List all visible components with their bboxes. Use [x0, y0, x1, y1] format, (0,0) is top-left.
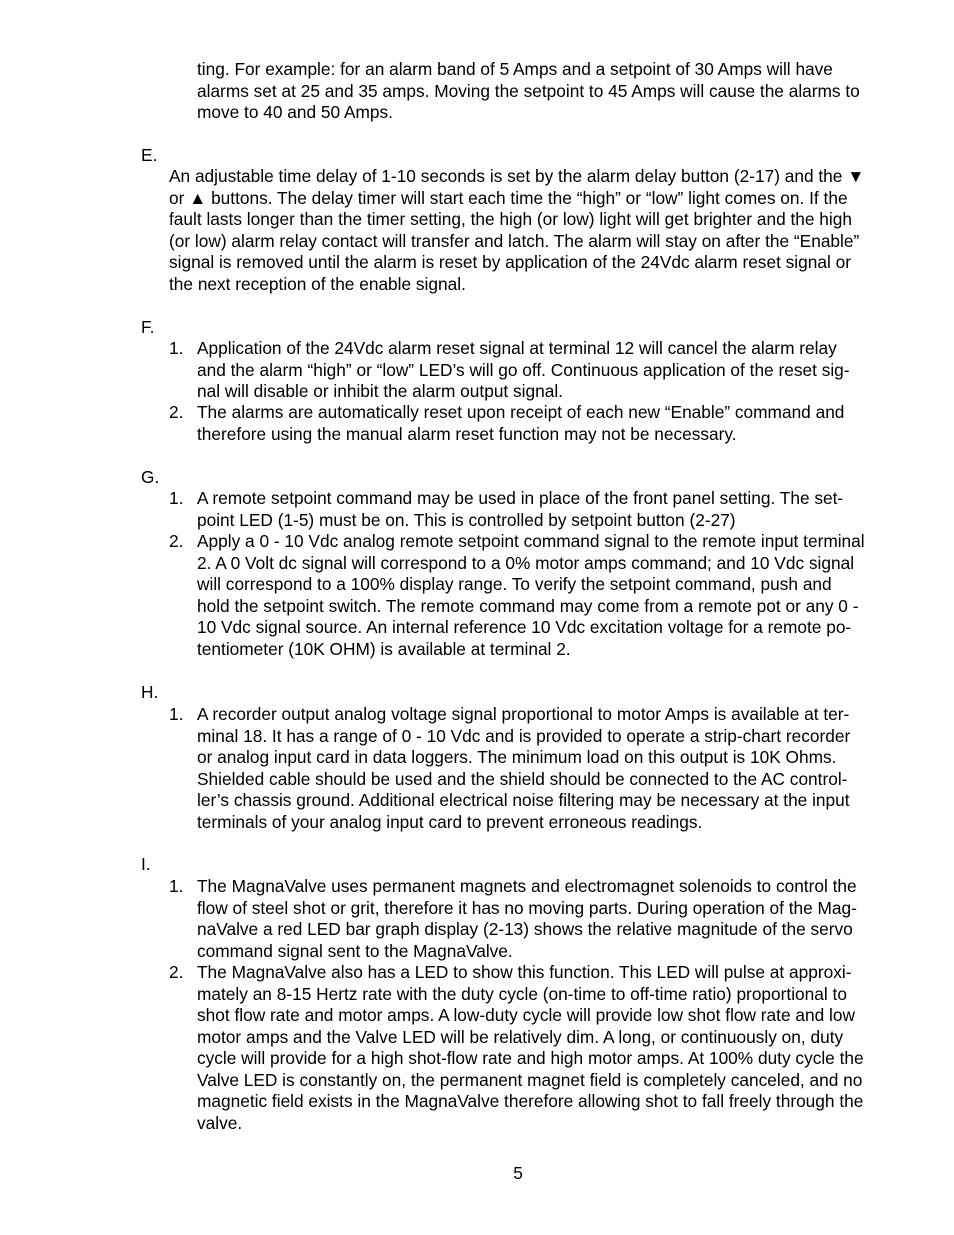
text-line: terminals of your analog input card to prevent erroneous readings. — [197, 811, 703, 832]
text-line: ler’s chassis ground. Additional electrical noise filtering may be necessary at the input — [197, 790, 850, 810]
text-line: signal is removed until the alarm is reset by application of the 24Vdc alarm reset signal or — [169, 252, 851, 272]
text-line: and the alarm “high” or “low” LED’s will go off. Continuous application of the reset sig- — [197, 359, 850, 380]
list-item-text — [197, 338, 850, 403]
text-line: the next reception of the enable signal. — [169, 273, 466, 294]
text-line: 2. A 0 Volt dc signal will correspond to a 0% motor amps command; and 10 Vdc signal — [197, 552, 855, 573]
text-line: magnetic field exists in the MagnaValve therefore allowing shot to fall freely through the — [197, 1091, 864, 1111]
text-line: motor amps and the Valve LED will be relatively dim. A long, or continuously on, duty — [197, 1026, 844, 1047]
list-item-text — [197, 704, 850, 833]
text-line: tentiometer (10K OHM) is available at terminal 2. — [197, 638, 571, 659]
section-f-heading: F. — [141, 317, 155, 337]
text-line: ting. For example: for an alarm band of 5 Amps and a setpoint of 30 Amps will have — [197, 59, 833, 79]
text-line: flow of steel shot or grit, therefore it has no moving parts. During operation of the Mag- — [197, 897, 857, 918]
text-line: move to 40 and 50 Amps. — [197, 102, 393, 122]
text-line: cycle will provide for a high shot-flow rate and high motor amps. At 100% duty cycle the — [197, 1048, 864, 1068]
text-line: Apply a 0 - 10 Vdc analog remote setpoint command signal to the remote input terminal — [197, 531, 865, 551]
text-line: The alarms are automatically reset upon receipt of each new “Enable” command and — [197, 402, 845, 422]
text-line: The MagnaValve uses permanent magnets and electromagnet solenoids to control the — [197, 876, 857, 896]
intro-paragraph — [197, 59, 860, 124]
text-line: The MagnaValve also has a LED to show this function. This LED will pulse at approxi- — [197, 962, 852, 982]
section-e-heading: E. — [141, 145, 158, 165]
text-line: An adjustable time delay of 1-10 seconds is set by the alarm delay button (2-17) and the ▼ — [169, 166, 865, 186]
text-line: alarms set at 25 and 35 amps. Moving the setpoint to 45 Amps will cause the alarms to — [197, 80, 860, 101]
list-item-number: 1. — [169, 488, 184, 508]
text-line: minal 18. It has a range of 0 - 10 Vdc and is provided to operate a strip-chart recorder — [197, 725, 851, 746]
text-line: valve. — [197, 1112, 243, 1133]
list-item-number: 2. — [169, 962, 184, 982]
page-number: 5 — [513, 1163, 523, 1183]
list-item-text — [197, 488, 843, 531]
list-item-text — [197, 531, 865, 660]
section-g-heading: G. — [141, 467, 160, 487]
text-line: A recorder output analog voltage signal proportional to motor Amps is available at ter- — [197, 704, 850, 724]
text-line: Shielded cable should be used and the shield should be connected to the AC control- — [197, 768, 848, 789]
list-item-text — [197, 962, 864, 1134]
list-item-number: 1. — [169, 704, 184, 724]
list-item-number: 2. — [169, 402, 184, 422]
list-item-number: 1. — [169, 876, 184, 896]
text-line: therefore using the manual alarm reset function may not be necessary. — [197, 423, 737, 444]
text-line: shot flow rate and motor amps. A low-duty cycle will provide low shot flow rate and low — [197, 1005, 855, 1025]
text-line: hold the setpoint switch. The remote command may come from a remote pot or any 0 - — [197, 595, 859, 616]
text-line: 10 Vdc signal source. An internal reference 10 Vdc excitation voltage for a remote po- — [197, 617, 852, 637]
text-line: command signal sent to the MagnaValve. — [197, 940, 513, 961]
text-line: nal will disable or inhibit the alarm output signal. — [197, 381, 563, 401]
section-h-heading: H. — [141, 682, 159, 702]
text-line: will correspond to a 100% display range. To verify the setpoint command, push and — [197, 574, 832, 594]
list-item-text — [197, 402, 844, 445]
text-line: fault lasts longer than the timer setting, the high (or low) light will get brighter and the high — [169, 209, 852, 229]
text-line: Valve LED is constantly on, the permanent magnet field is completely canceled, and no — [197, 1069, 863, 1090]
text-line: A remote setpoint command may be used in place of the front panel setting. The set- — [197, 488, 844, 508]
text-line: or analog input card in data loggers. The minimum load on this output is 10K Ohms. — [197, 747, 837, 767]
list-item-number: 1. — [169, 338, 184, 358]
list-item-text — [197, 876, 857, 962]
text-line: (or low) alarm relay contact will transfer and latch. The alarm will stay on after the “Enable” — [169, 230, 860, 251]
text-line: or ▲ buttons. The delay timer will start each time the “high” or “low” light comes on. If the — [169, 187, 848, 208]
section-i-heading: I. — [141, 854, 151, 874]
list-item-number: 2. — [169, 531, 184, 551]
text-line: point LED (1-5) must be on. This is controlled by setpoint button (2-27) — [197, 509, 736, 530]
text-line: mately an 8-15 Hertz rate with the duty cycle (on-time to off-time ratio) proportional to — [197, 983, 847, 1004]
text-line: naValve a red LED bar graph display (2-13) shows the relative magnitude of the servo — [197, 919, 853, 939]
text-line: Application of the 24Vdc alarm reset signal at terminal 12 will cancel the alarm relay — [197, 338, 837, 358]
section-e-paragraph — [169, 166, 864, 295]
